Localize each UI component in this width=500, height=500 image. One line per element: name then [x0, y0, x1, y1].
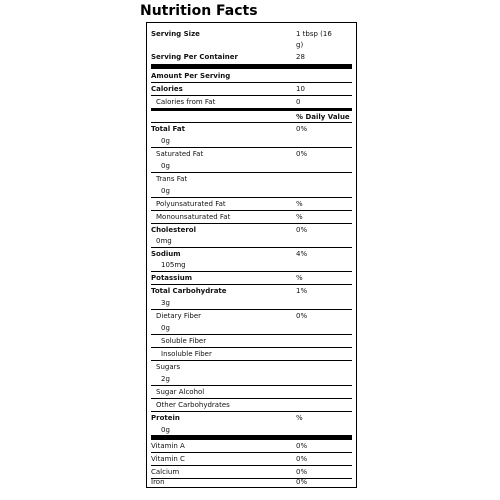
calories-label: Calories [151, 85, 183, 93]
nutrient-label: Dietary Fiber [156, 312, 202, 320]
nutrient-label: Cholesterol [151, 226, 196, 234]
divider [151, 95, 352, 96]
divider [151, 210, 352, 211]
nutrition-facts-panel [146, 22, 357, 488]
nutrient-dv: 0% [296, 125, 308, 133]
calories-value: 10 [296, 85, 305, 93]
nutrient-label: Saturated Fat [156, 150, 204, 158]
nutrient-label: Other Carbohydrates [156, 401, 230, 409]
nutrient-label: Sugars [156, 363, 181, 371]
servings-per-container-label: Serving Per Container [151, 53, 238, 61]
vitamin-dv: 0% [296, 468, 308, 476]
divider [151, 223, 352, 224]
nutrient-label: Sodium [151, 250, 181, 258]
nutrient-label: Trans Fat [156, 175, 188, 183]
nutrient-amount: 2g [161, 375, 170, 383]
vitamin-label: Vitamin A [151, 442, 185, 450]
divider [151, 147, 352, 148]
vitamin-label: Iron [151, 478, 165, 486]
nutrient-label: Polyunsaturated Fat [156, 200, 226, 208]
divider [151, 197, 352, 198]
nutrient-label: Monounsaturated Fat [156, 213, 231, 221]
nutrient-label: Sugar Alcohol [156, 388, 205, 396]
nutrient-amount: 0g [161, 162, 170, 170]
divider [151, 465, 352, 466]
divider [151, 334, 352, 335]
nutrient-label: Potassium [151, 274, 193, 282]
page-title: Nutrition Facts [140, 3, 258, 19]
nutrient-dv: % [296, 274, 303, 282]
thick-divider [151, 64, 352, 69]
servings-per-container-value: 28 [296, 53, 305, 61]
divider [151, 360, 352, 361]
nutrient-label: Insoluble Fiber [161, 350, 212, 358]
serving-size-value: 1 tbsp (16 [296, 30, 332, 38]
nutrient-amount: 0g [161, 324, 170, 332]
vitamin-label: Calcium [151, 468, 180, 476]
nutrient-dv: % [296, 200, 303, 208]
nutrient-dv: % [296, 414, 303, 422]
calories-from-fat-label: Calories from Fat [156, 98, 216, 106]
nutrient-amount: 0g [161, 137, 170, 145]
divider [151, 122, 352, 123]
nutrient-amount: 0g [161, 187, 170, 195]
calories-from-fat-value: 0 [296, 98, 301, 106]
nutrient-label: Total Carbohydrate [151, 287, 227, 295]
divider [151, 411, 352, 412]
divider [151, 247, 352, 248]
vitamin-dv: 0% [296, 455, 308, 463]
serving-size-label: Serving Size [151, 30, 200, 38]
nutrient-amount: 0mg [156, 237, 172, 245]
serving-size-value-cont: g) [296, 41, 304, 49]
divider [151, 347, 352, 348]
nutrient-amount: 105mg [161, 261, 186, 269]
nutrient-label: Soluble Fiber [161, 337, 207, 345]
vitamin-dv: 0% [296, 478, 308, 486]
divider [151, 309, 352, 310]
nutrient-amount: 0g [161, 426, 170, 434]
amount-per-serving-label: Amount Per Serving [151, 72, 231, 80]
divider [151, 398, 352, 399]
nutrient-dv: % [296, 213, 303, 221]
nutrient-label: Total Fat [151, 125, 186, 133]
nutrient-dv: 1% [296, 287, 308, 295]
nutrient-dv: 0% [296, 150, 308, 158]
divider [151, 271, 352, 272]
divider [151, 452, 352, 453]
nutrient-dv: 4% [296, 250, 308, 258]
medium-divider [151, 108, 352, 111]
divider [151, 385, 352, 386]
divider [151, 478, 352, 479]
nutrient-dv: 0% [296, 312, 308, 320]
divider [151, 172, 352, 173]
daily-value-header: % Daily Value [296, 113, 350, 121]
divider [151, 82, 352, 83]
vitamin-dv: 0% [296, 442, 308, 450]
nutrient-amount: 3g [161, 299, 170, 307]
nutrient-label: Protein [151, 414, 180, 422]
thick-divider [151, 435, 352, 440]
divider [151, 284, 352, 285]
nutrient-dv: 0% [296, 226, 308, 234]
vitamin-label: Vitamin C [151, 455, 185, 463]
